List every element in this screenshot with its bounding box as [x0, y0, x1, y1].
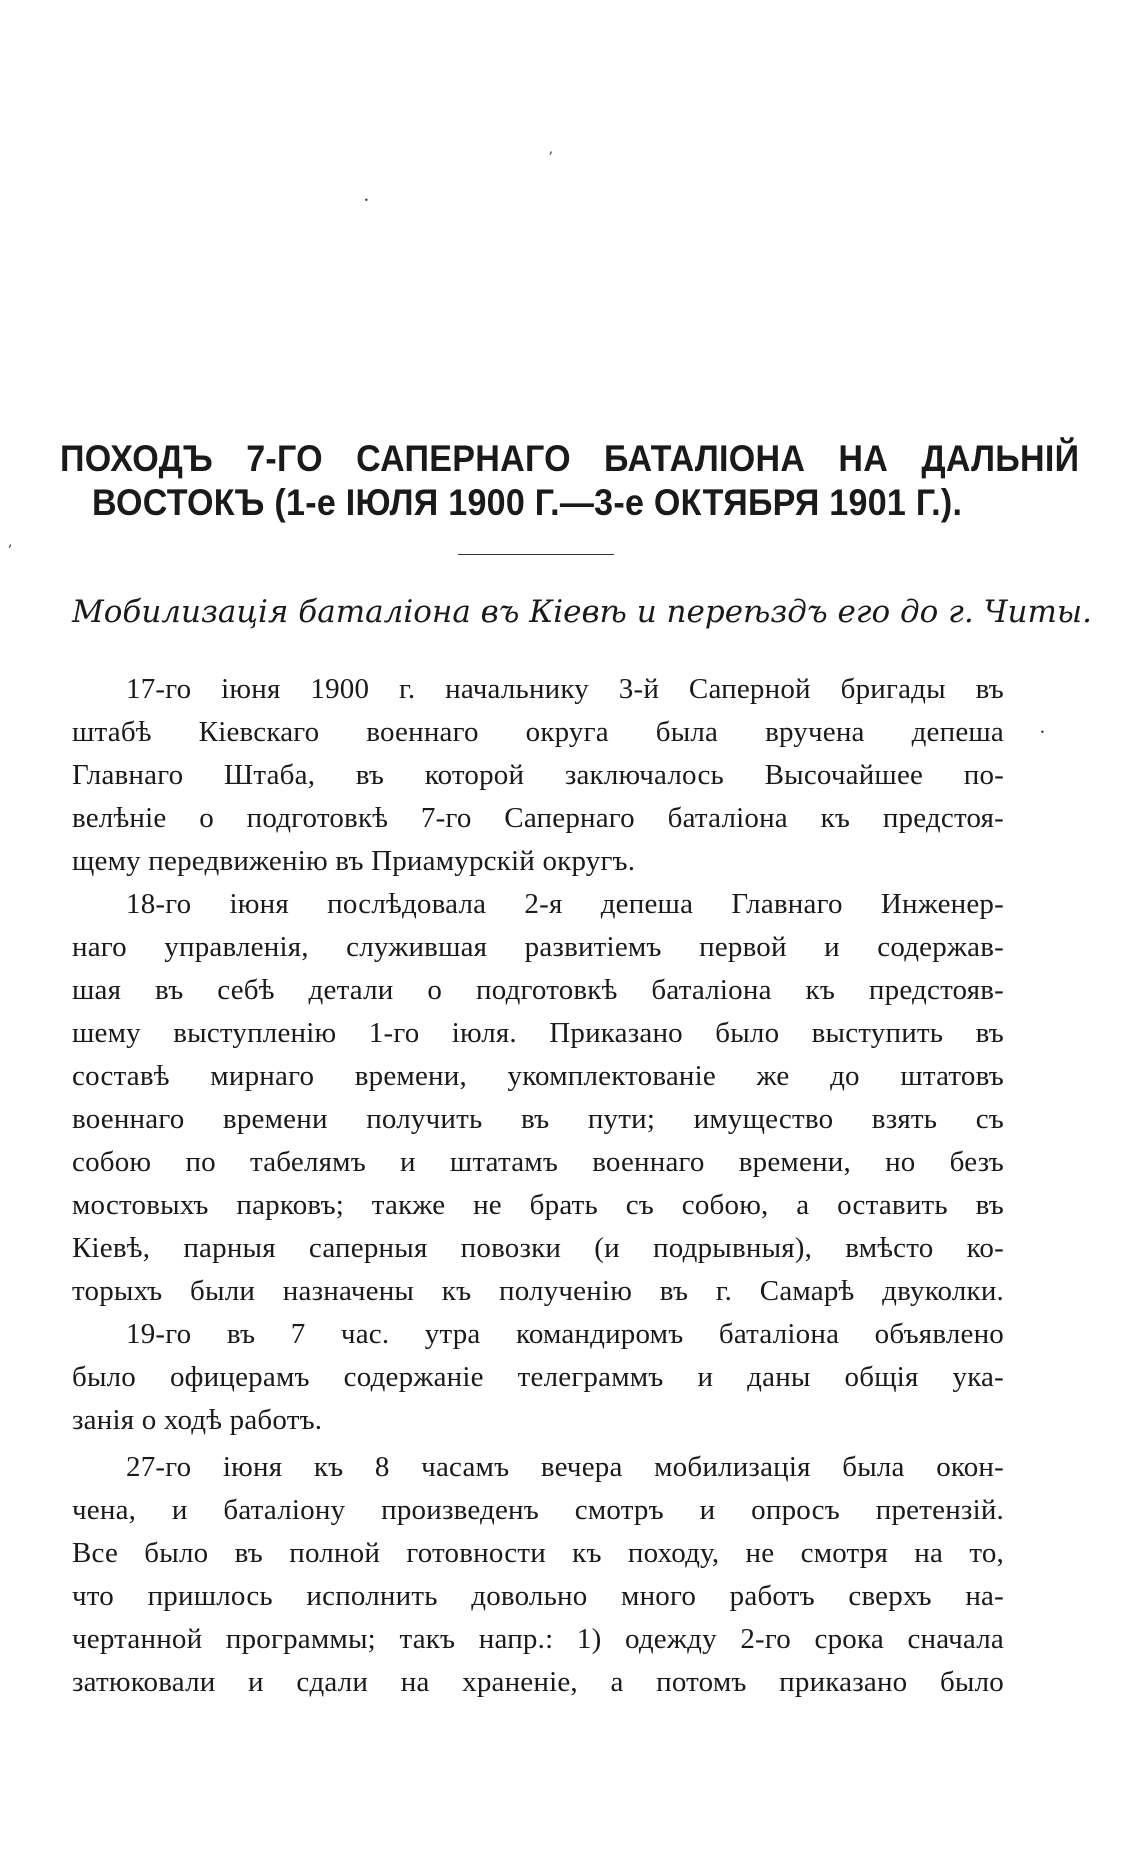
text-line: мостовыхъ парковъ; также не брать съ собою, а оставить въ — [72, 1189, 1004, 1221]
text-line: было офицерамъ содержаніе телеграммъ и даны общія ука- — [72, 1361, 1004, 1393]
text-line: затюковали и сдали на храненіе, а потомъ приказано было — [72, 1666, 1004, 1698]
text-line: Главнаго Штаба, въ которой заключалось Высочайшее по- — [72, 759, 1004, 791]
body-text — [72, 668, 1004, 1704]
text-line: занія о ходѣ работъ. — [72, 1404, 323, 1436]
text-line: штабѣ Кіевскаго военнаго округа была вручена депеша — [72, 716, 1004, 748]
text-line: собою по табелямъ и штатамъ военнаго времени, но безъ — [72, 1146, 1004, 1178]
text-line: 19-го въ 7 час. утра командиромъ баталіона объявлено — [126, 1318, 1004, 1350]
text-line: чена, и баталіону произведенъ смотръ и опросъ претензій. — [72, 1494, 1004, 1526]
title-line-1: ПОХОДЪ 7-ГО САПЕРНАГО БАТАЛІОНА НА ДАЛЬНІЙ — [60, 438, 1080, 479]
text-line: чертанной программы; такъ напр.: 1) одежду 2-го срока сначала — [72, 1623, 1004, 1655]
scan-speck: • — [364, 196, 369, 205]
paragraph — [72, 668, 1004, 883]
text-line: что пришлось исполнить довольно много работъ сверхъ на- — [72, 1580, 1004, 1612]
section-subtitle: Мобилизація баталіона въ Кіевѣ и переѣздъ его до г. Читы. — [72, 594, 1092, 630]
paragraph — [72, 1446, 1004, 1704]
text-line: Кіевѣ, парныя саперныя повозки (и подрывныя), вмѣсто ко- — [72, 1232, 1004, 1264]
paragraph — [72, 883, 1004, 1313]
title-divider — [458, 554, 614, 555]
scan-speck: ʼ — [548, 150, 553, 166]
scan-speck: • — [1040, 728, 1045, 737]
title-line-2: ВОСТОКЪ (1-е ІЮЛЯ 1900 Г.—3-е ОКТЯБРЯ 1901 Г.). — [92, 482, 963, 523]
text-line: наго управленія, служившая развитіемъ первой и содержав- — [72, 931, 1004, 963]
text-line: щему передвиженію въ Приамурскій округъ. — [72, 845, 636, 877]
text-line: Все было въ полной готовности къ походу, не смотря на то, — [72, 1537, 1004, 1569]
text-line: составѣ мирнаго времени, укомплектованіе же до штатовъ — [72, 1060, 1004, 1092]
scan-speck: , — [8, 534, 13, 550]
text-line: 27-го іюня къ 8 часамъ вечера мобилизація была окон- — [126, 1451, 1004, 1483]
paragraph — [72, 1313, 1004, 1442]
text-line: велѣніе о подготовкѣ 7-го Сапернаго баталіона къ предстоя- — [72, 802, 1004, 834]
text-line: торыхъ были назначены къ полученію въ г. Самарѣ двуколки. — [72, 1275, 1004, 1307]
text-line: 17-го іюня 1900 г. начальнику 3-й Саперной бригады въ — [126, 673, 1004, 705]
text-line: 18-го іюня послѣдовала 2-я депеша Главнаго Инженер- — [126, 888, 1004, 920]
text-line: шая въ себѣ детали о подготовкѣ баталіона къ предстояв- — [72, 974, 1004, 1006]
text-line: шему выступленію 1-го іюля. Приказано было выступить въ — [72, 1017, 1004, 1049]
text-line: военнаго времени получить въ пути; имущество взять съ — [72, 1103, 1004, 1135]
